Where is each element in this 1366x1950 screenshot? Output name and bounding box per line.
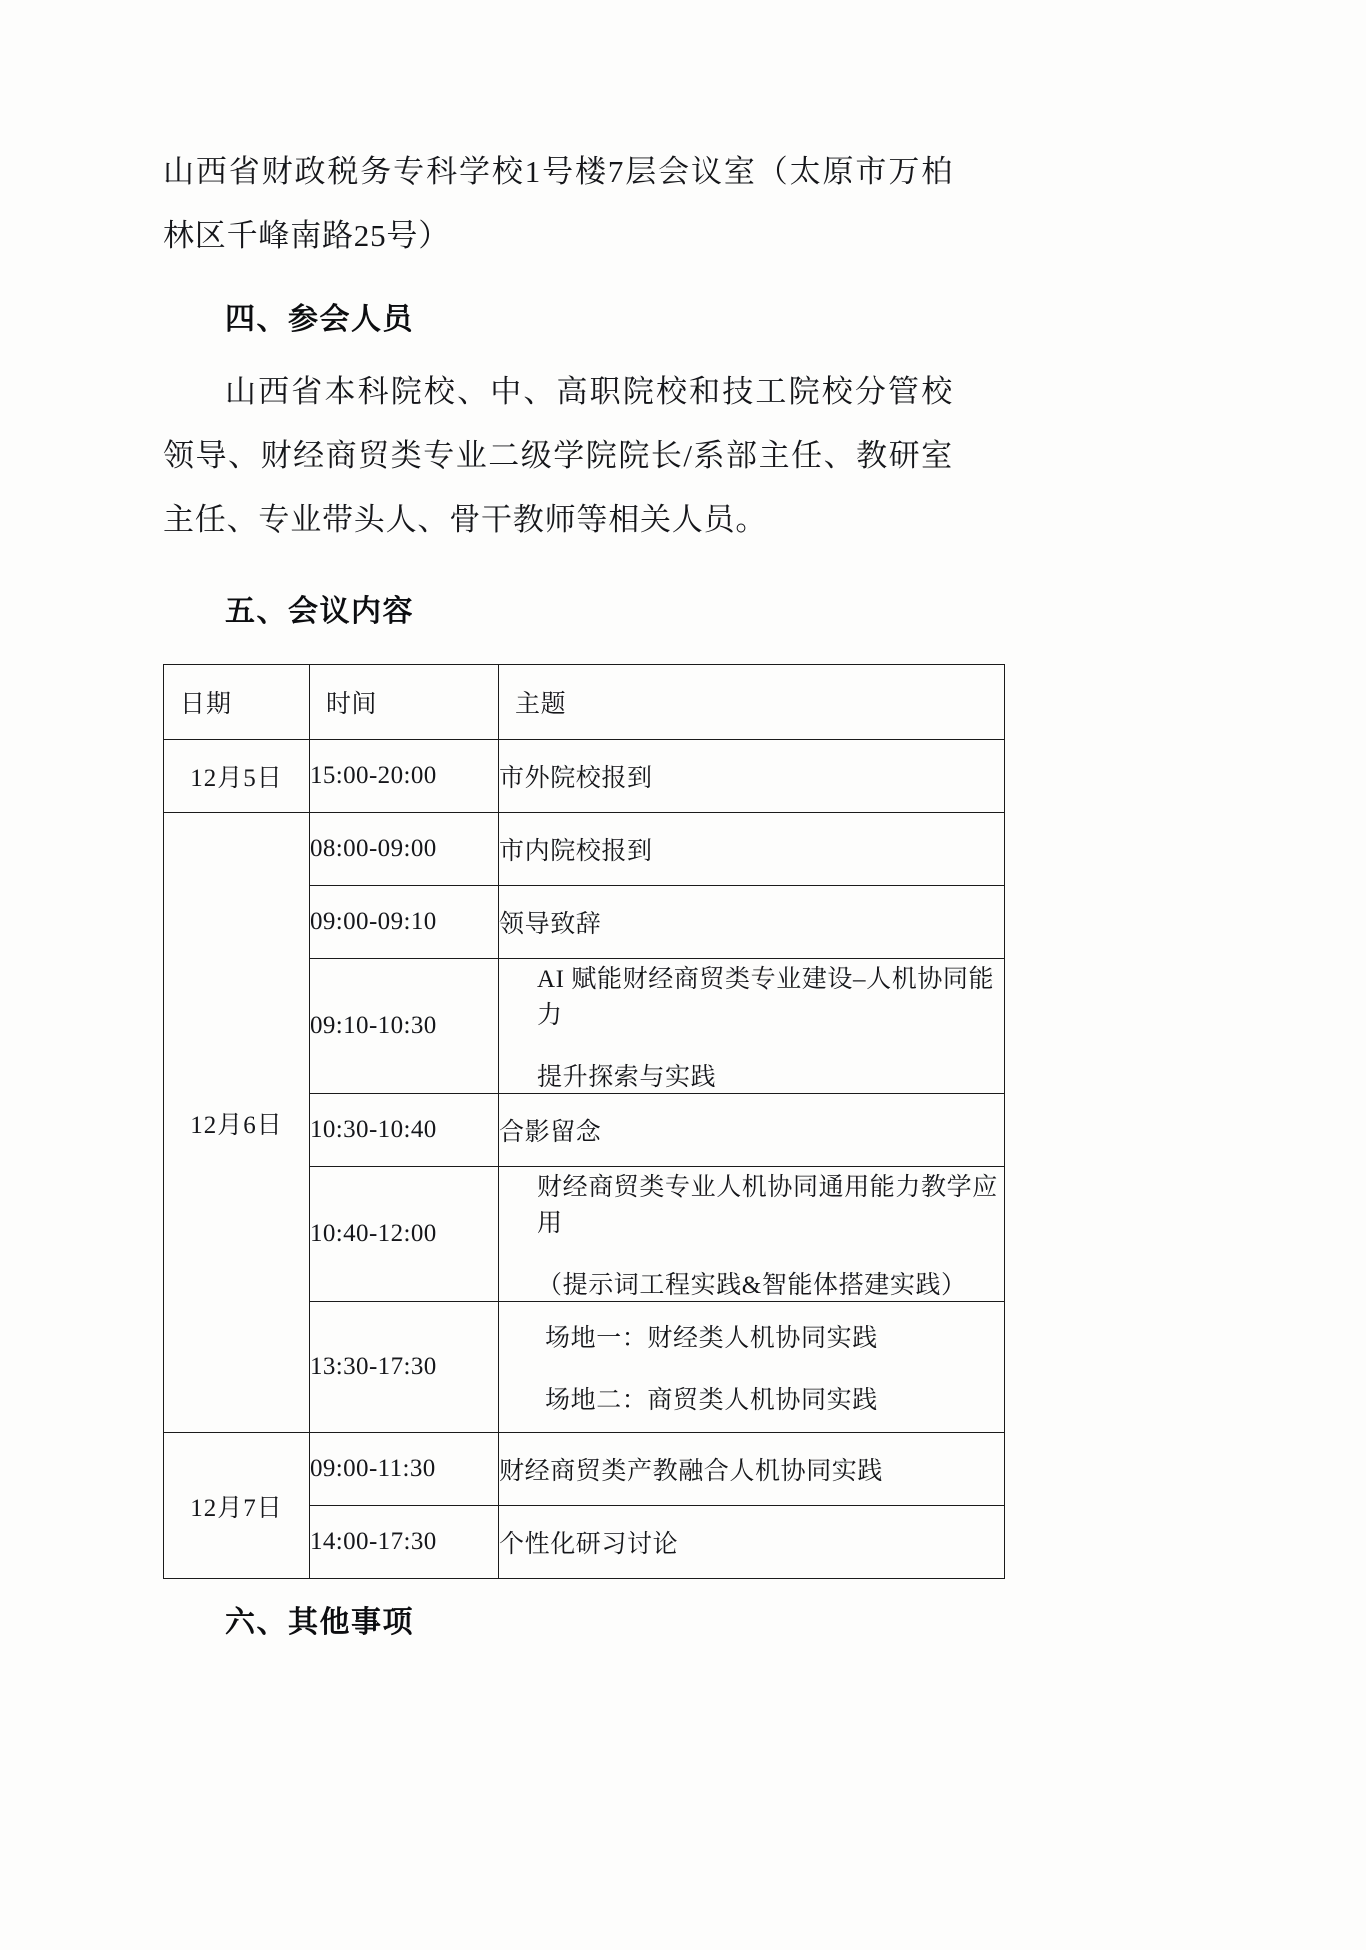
topic-line: 财经商贸类产教融合人机协同实践 — [499, 1458, 884, 1485]
table-header-row — [164, 665, 1005, 740]
cell-time: 10:30-10:40 — [310, 1094, 499, 1167]
column-header-topic: 主题 — [499, 665, 1005, 740]
topic-line: 场地一：财经类人机协同实践 — [545, 1325, 878, 1352]
section-heading-participants: 四、参会人员 — [225, 302, 414, 337]
cell-topic — [499, 1167, 1005, 1302]
cell-time: 14:00-17:30 — [310, 1506, 499, 1579]
table-row — [164, 740, 1005, 813]
column-header-time: 时间 — [310, 665, 499, 740]
table-row — [164, 813, 1005, 886]
topic-line: AI 赋能财经商贸类专业建设–人机协同能力 — [537, 966, 995, 1029]
cell-date-merged: 12月7日 — [164, 1433, 310, 1579]
topic-line: 市外院校报到 — [499, 765, 653, 792]
cell-topic — [499, 813, 1005, 886]
cell-topic — [499, 1094, 1005, 1167]
column-header-date: 日期 — [164, 665, 310, 740]
topic-line: 财经商贸类专业人机协同通用能力教学应用 — [537, 1174, 998, 1237]
cell-time: 10:40-12:00 — [310, 1167, 499, 1302]
cell-time: 09:10-10:30 — [310, 959, 499, 1094]
topic-line: 提升探索与实践 — [537, 1064, 717, 1091]
cell-date-merged: 12月6日 — [164, 813, 310, 1433]
topic-line: （提示词工程实践&智能体搭建实践） — [537, 1272, 967, 1299]
table-row — [164, 1433, 1005, 1506]
section-heading-content: 五、会议内容 — [225, 594, 414, 629]
document-content — [163, 0, 998, 1653]
topic-line: 领导致辞 — [499, 911, 602, 938]
topic-line: 合影留念 — [499, 1119, 602, 1146]
cell-time: 15:00-20:00 — [310, 740, 499, 813]
cell-topic — [499, 1302, 1005, 1433]
cell-topic — [499, 959, 1005, 1094]
cell-time: 09:00-11:30 — [310, 1433, 499, 1506]
cell-time: 08:00-09:00 — [310, 813, 499, 886]
meeting-schedule-table — [163, 664, 1005, 1579]
cell-date: 12月5日 — [164, 740, 310, 813]
topic-line: 场地二：商贸类人机协同实践 — [545, 1387, 878, 1414]
participants-paragraph: 山西省本科院校、中、高职院校和技工院校分管校领导、财经商贸类专业二级学院院长/系部主任、教研室主任、专业带头人、骨干教师等相关人员。 — [163, 374, 953, 537]
topic-line: 个性化研习讨论 — [499, 1531, 679, 1558]
cell-topic — [499, 1506, 1005, 1579]
topic-line: 市内院校报到 — [499, 838, 653, 865]
section-heading-other: 六、其他事项 — [225, 1605, 414, 1640]
cell-topic — [499, 1433, 1005, 1506]
venue-address-paragraph: 山西省财政税务专科学校1号楼7层会议室（太原市万柏林区千峰南路25号） — [163, 154, 953, 253]
cell-topic — [499, 886, 1005, 959]
cell-topic — [499, 740, 1005, 813]
cell-time: 09:00-09:10 — [310, 886, 499, 959]
cell-time: 13:30-17:30 — [310, 1302, 499, 1433]
